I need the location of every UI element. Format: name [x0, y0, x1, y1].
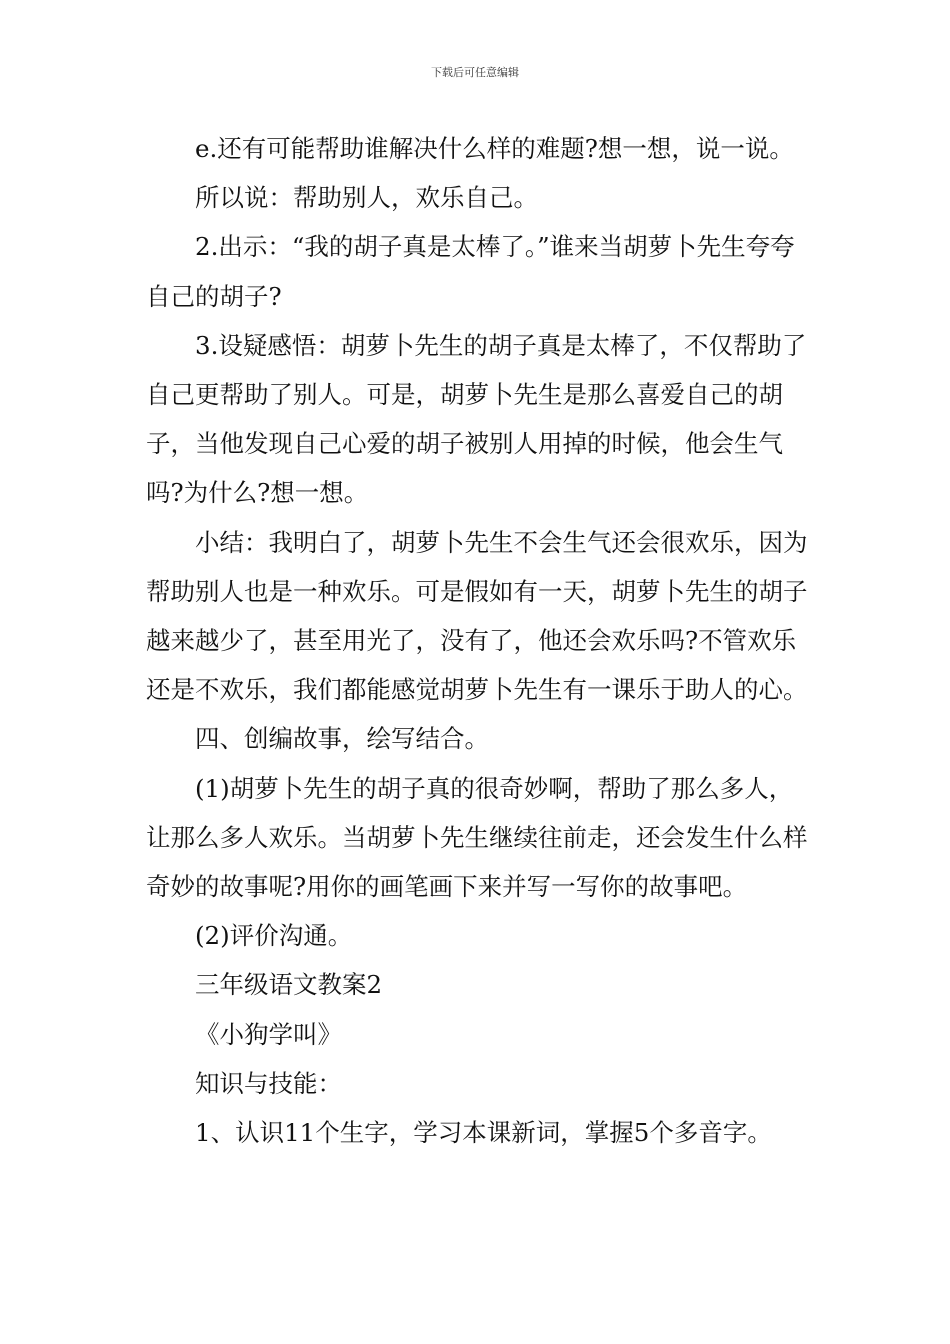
paragraph: 小结：我明白了，胡萝卜先生不会生气还会很欢乐，因为帮助别人也是一种欢乐。可是假如有一天，胡萝卜先生的胡子越来越少了，甚至用光了，没有了，他还会欢乐吗?不管欢乐还是不欢乐，我们都能感觉胡萝卜先生有一课乐于助人的心。	[146, 527, 808, 705]
section-heading: 知识与技能：	[195, 1068, 342, 1098]
paragraph: (2)评价沟通。	[195, 921, 353, 951]
paragraph: 2.出示：“我的胡子真是太棒了。”谁来当胡萝卜先生夸夸自己的胡子?	[146, 232, 795, 311]
paragraph: 所以说：帮助别人，欢乐自己。	[195, 183, 538, 213]
page-header: 下载后可任意编辑	[431, 66, 519, 79]
lesson-subtitle: 《小狗学叫》	[195, 1019, 342, 1049]
paragraph: e.还有可能帮助谁解决什么样的难题?想一想，说一说。	[195, 134, 794, 163]
lesson-title: 三年级语文教案2	[195, 970, 383, 1000]
document-body	[146, 124, 816, 1157]
section-heading: 四、创编故事，绘写结合。	[195, 724, 489, 754]
list-item: 1、认识11个生字，学习本课新词，掌握5个多音字。	[195, 1118, 772, 1148]
paragraph: (1)胡萝卜先生的胡子真的很奇妙啊，帮助了那么多人，让那么多人欢乐。当胡萝卜先生继续往前走，还会发生什么样奇妙的故事呢?用你的画笔画下来并写一写你的故事吧。	[146, 773, 808, 902]
paragraph: 3.设疑感悟：胡萝卜先生的胡子真是太棒了，不仅帮助了自己更帮助了别人。可是，胡萝卜先生是那么喜爱自己的胡子，当他发现自己心爱的胡子被别人用掉的时候，他会生气吗?为什么?想一想。	[146, 330, 807, 508]
